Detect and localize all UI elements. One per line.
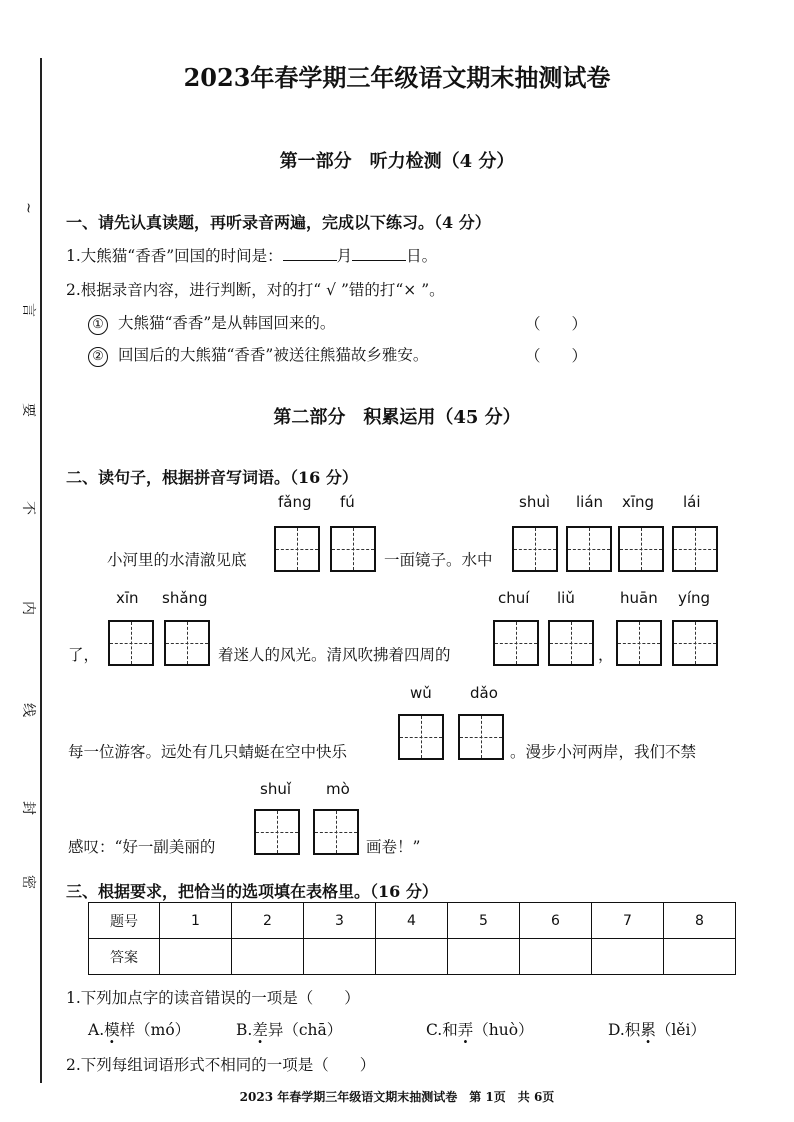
writing-grid[interactable] — [493, 620, 539, 666]
table-header-cell: 题号 — [89, 903, 160, 939]
option-prefix: D.积 — [608, 1021, 641, 1039]
writing-grid[interactable] — [566, 526, 612, 572]
item-number: ① — [88, 315, 108, 335]
month-blank[interactable] — [283, 246, 337, 261]
table-cell: 7 — [592, 903, 664, 939]
pinyin: dǎo — [470, 684, 498, 702]
margin-char: 内 — [20, 601, 36, 615]
pinyin: fǎng — [278, 493, 312, 511]
writing-grid[interactable] — [672, 620, 718, 666]
sentence-text: 感叹：“好一副美丽的 — [68, 838, 216, 856]
dotted-char: 弄 — [457, 1021, 474, 1039]
option-rest: 异（chā） — [267, 1021, 343, 1039]
writing-grid[interactable] — [512, 526, 558, 572]
page-footer: 2023 年春学期三年级语文期末抽测试卷 第 1页 共 6页 — [239, 1090, 555, 1104]
writing-grid[interactable] — [618, 526, 664, 572]
pinyin: wǔ — [410, 684, 432, 702]
sentence-text: ， — [598, 646, 614, 664]
answer-cell[interactable] — [160, 939, 232, 975]
option-b[interactable] — [236, 1018, 342, 1040]
judge-item — [88, 343, 428, 367]
section3-heading: 三、根据要求，把恰当的选项填在表格里。（16 分） — [66, 882, 438, 901]
table-cell: 3 — [304, 903, 376, 939]
table-row — [89, 903, 736, 939]
dotted-char: 累 — [640, 1021, 656, 1039]
day-label: 日。 — [406, 247, 438, 265]
question-3-2: 2.下列每组词语形式不相同的一项是（ ） — [66, 1056, 376, 1074]
writing-grid[interactable] — [313, 809, 359, 855]
sentence-text: 着迷人的风光。清风吹拂着四周的 — [218, 646, 451, 664]
pinyin: shuǐ — [260, 780, 291, 798]
section1-heading: 一、请先认真读题，再听录音两遍，完成以下练习。（4 分） — [66, 213, 491, 232]
pinyin: huān — [620, 589, 658, 607]
question-2: 2.根据录音内容，进行判断，对的打“ √ ”错的打“× ”。 — [66, 281, 445, 299]
writing-grid[interactable] — [254, 809, 300, 855]
option-prefix: C.和 — [426, 1021, 458, 1039]
pinyin: xīng — [622, 493, 655, 511]
question-1 — [66, 244, 437, 266]
question-3-1: 1.下列加点字的读音错误的一项是（ ） — [66, 989, 360, 1007]
option-prefix: B. — [236, 1021, 253, 1039]
writing-grid[interactable] — [672, 526, 718, 572]
writing-grid[interactable] — [330, 526, 376, 572]
option-rest: （lěi） — [655, 1021, 706, 1039]
table-cell: 6 — [520, 903, 592, 939]
answer-cell[interactable] — [664, 939, 736, 975]
item-text: 大熊猫“香香”是从韩国回来的。 — [118, 314, 336, 332]
margin-char: 要 — [20, 403, 36, 417]
month-label: 月 — [336, 247, 353, 265]
sentence-text: 一面镜子。水中 — [384, 551, 493, 569]
answer-cell[interactable] — [448, 939, 520, 975]
page-title: 2023年春学期三年级语文期末抽测试卷 — [183, 63, 611, 92]
pinyin: lián — [576, 493, 604, 511]
writing-grid[interactable] — [548, 620, 594, 666]
writing-grid[interactable] — [274, 526, 320, 572]
dotted-char: 差 — [252, 1021, 268, 1039]
table-cell: 5 — [448, 903, 520, 939]
pinyin: yíng — [678, 589, 711, 607]
sentence-text: 画卷！” — [366, 838, 421, 856]
day-blank[interactable] — [352, 246, 406, 261]
answer-cell[interactable] — [376, 939, 448, 975]
pinyin: xīn — [116, 589, 139, 607]
pinyin: mò — [326, 780, 350, 798]
writing-grid[interactable] — [164, 620, 210, 666]
answer-cell[interactable] — [592, 939, 664, 975]
table-cell: 2 — [232, 903, 304, 939]
margin-char: 密 — [20, 875, 36, 889]
pinyin: fú — [340, 493, 355, 511]
pinyin: liǔ — [557, 589, 575, 607]
table-cell: 8 — [664, 903, 736, 939]
option-c[interactable] — [426, 1018, 534, 1040]
margin-char: 线 — [20, 703, 36, 717]
margin-char: 封 — [20, 801, 36, 815]
answer-table — [88, 902, 736, 975]
option-rest: 样（mó） — [119, 1021, 191, 1039]
option-a[interactable] — [88, 1018, 190, 1040]
item-number: ② — [88, 347, 108, 367]
writing-grid[interactable] — [616, 620, 662, 666]
sentence-text: 。漫步小河两岸，我们不禁 — [510, 743, 697, 761]
sentence-text: 了， — [68, 646, 100, 664]
pinyin: lái — [683, 493, 701, 511]
section2-heading: 二、读句子，根据拼音写词语。（16 分） — [66, 468, 358, 487]
dotted-char: 模 — [104, 1021, 120, 1039]
answer-paren[interactable]: （ ） — [525, 315, 588, 333]
question-1-text: 1.大熊猫“香香”回国的时间是： — [66, 247, 283, 265]
answer-cell[interactable] — [304, 939, 376, 975]
writing-grid[interactable] — [458, 714, 504, 760]
sentence-text: 每一位游客。远处有几只蜻蜓在空中快乐 — [68, 743, 348, 761]
writing-grid[interactable] — [398, 714, 444, 760]
pinyin: chuí — [498, 589, 530, 607]
item-text: 回国后的大熊猫“香香”被送往熊猫故乡雅安。 — [118, 346, 429, 364]
table-cell: 1 — [160, 903, 232, 939]
option-prefix: A. — [88, 1021, 105, 1039]
table-header-cell: 答案 — [89, 939, 160, 975]
part2-heading: 第二部分 积累运用（45 分） — [273, 407, 521, 428]
table-cell: 4 — [376, 903, 448, 939]
margin-char: 不 — [20, 501, 36, 515]
pinyin: shǎng — [162, 589, 208, 607]
margin-char: ~ — [19, 202, 36, 214]
margin-char: 言 — [20, 303, 36, 317]
option-d[interactable] — [608, 1018, 706, 1040]
table-row — [89, 939, 736, 975]
sentence-text: 小河里的水清澈见底 — [107, 551, 247, 569]
pinyin: shuì — [519, 493, 550, 511]
answer-cell[interactable] — [520, 939, 592, 975]
answer-paren[interactable]: （ ） — [525, 347, 588, 365]
binding-line — [40, 58, 42, 1083]
option-rest: （huò） — [473, 1021, 534, 1039]
answer-cell[interactable] — [232, 939, 304, 975]
judge-item — [88, 311, 335, 335]
part1-heading: 第一部分 听力检测（4 分） — [279, 151, 515, 172]
writing-grid[interactable] — [108, 620, 154, 666]
